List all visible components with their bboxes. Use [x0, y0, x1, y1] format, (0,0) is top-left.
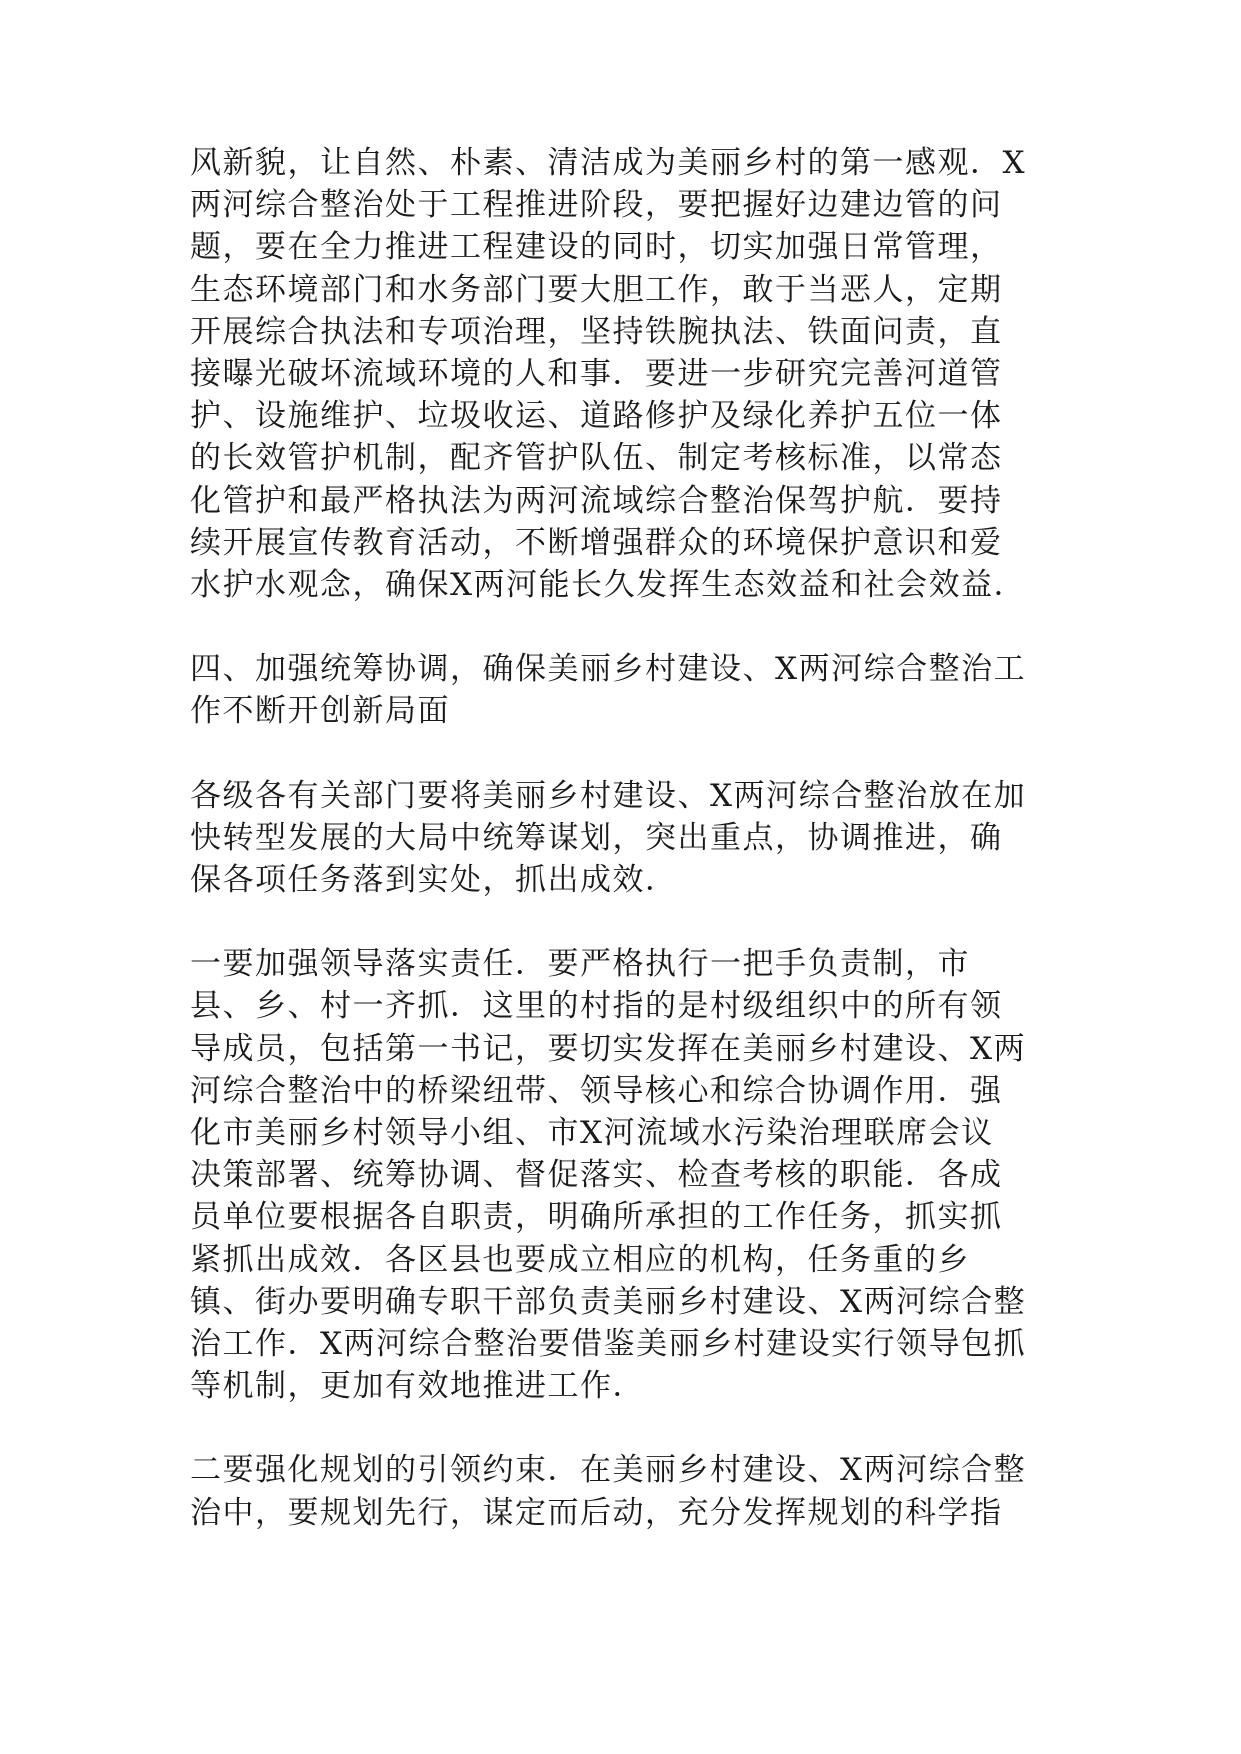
text-line: 的长效管护机制，配齐管护队伍、制定考核标准，以常态 [190, 440, 1003, 477]
paragraph-leadership [190, 943, 1070, 1407]
text-line: 二要强化规划的引领约束．在美丽乡村建设、X两河综合整 [190, 1452, 1027, 1489]
text-line: 水护水观念，确保X两河能长久发挥生态效益和社会效益． [190, 567, 1027, 604]
text-line: 等机制，更加有效地推进工作． [190, 1368, 645, 1405]
text-line: 接曝光破坏流域环境的人和事．要进一步研究完善河道管 [190, 356, 1003, 393]
text-line: 化管护和最严格执法为两河流域综合整治保驾护航．要持 [190, 482, 1003, 519]
paragraph-planning [190, 1449, 1070, 1533]
text-line: 保各项任务落到实处，抓出成效． [190, 862, 678, 899]
text-line: 紧抓出成效．各区县也要成立相应的机构，任务重的乡 [190, 1241, 970, 1278]
text-line: 护、设施维护、垃圾收运、道路修护及绿化养护五位一体 [190, 398, 1003, 435]
text-line: 两河综合整治处于工程推进阶段，要把握好边建边管的问 [190, 187, 1003, 224]
text-line: 开展综合执法和专项治理，坚持铁腕执法、铁面问责，直 [190, 313, 1003, 350]
section-heading-4 [190, 648, 1070, 732]
text-line: 河综合整治中的桥梁纽带、领导核心和综合协调作用．强 [190, 1072, 1003, 1109]
text-line: 镇、街办要明确专职干部负责美丽乡村建设、X两河综合整 [190, 1283, 1027, 1320]
text-line: 续开展宣传教育活动，不断增强群众的环境保护意识和爱 [190, 524, 1003, 561]
paragraph-coordination [190, 775, 1070, 902]
text-line: 化市美丽乡村领导小组、市X河流域水污染治理联席会议 [190, 1115, 994, 1152]
text-line: 一要加强领导落实责任．要严格执行一把手负责制，市 [190, 946, 970, 983]
text-line: 县、乡、村一齐抓．这里的村指的是村级组织中的所有领 [190, 988, 1003, 1025]
text-line: 员单位要根据各自职责，明确所承担的工作任务，抓实抓 [190, 1199, 1003, 1236]
text-line: 各级各有关部门要将美丽乡村建设、X两河综合整治放在加 [190, 777, 1027, 814]
text-line: 风新貌，让自然、朴素、清洁成为美丽乡村的第一感观．X [190, 145, 1027, 181]
text-line: 治工作．X两河综合整治要借鉴美丽乡村建设实行领导包抓 [190, 1326, 1027, 1363]
text-line: 题，要在全力推进工程建设的同时，切实加强日常管理， [190, 229, 1003, 266]
heading-line: 四、加强统筹协调，确保美丽乡村建设、X两河综合整治工 [190, 651, 1027, 688]
text-line: 导成员，包括第一书记，要切实发挥在美丽乡村建设、X两 [190, 1030, 1027, 1067]
text-line: 治中，要规划先行，谋定而后动，充分发挥规划的科学指 [190, 1494, 1003, 1531]
text-line: 决策部署、统筹协调、督促落实、检查考核的职能．各成 [190, 1157, 1003, 1194]
heading-line: 作不断开创新局面 [190, 693, 450, 730]
paragraph-management [190, 142, 1070, 606]
text-line: 快转型发展的大局中统筹谋划，突出重点，协调推进，确 [190, 819, 1003, 856]
text-line: 生态环境部门和水务部门要大胆工作，敢于当恶人，定期 [190, 271, 1003, 308]
document-body [190, 142, 1070, 1576]
